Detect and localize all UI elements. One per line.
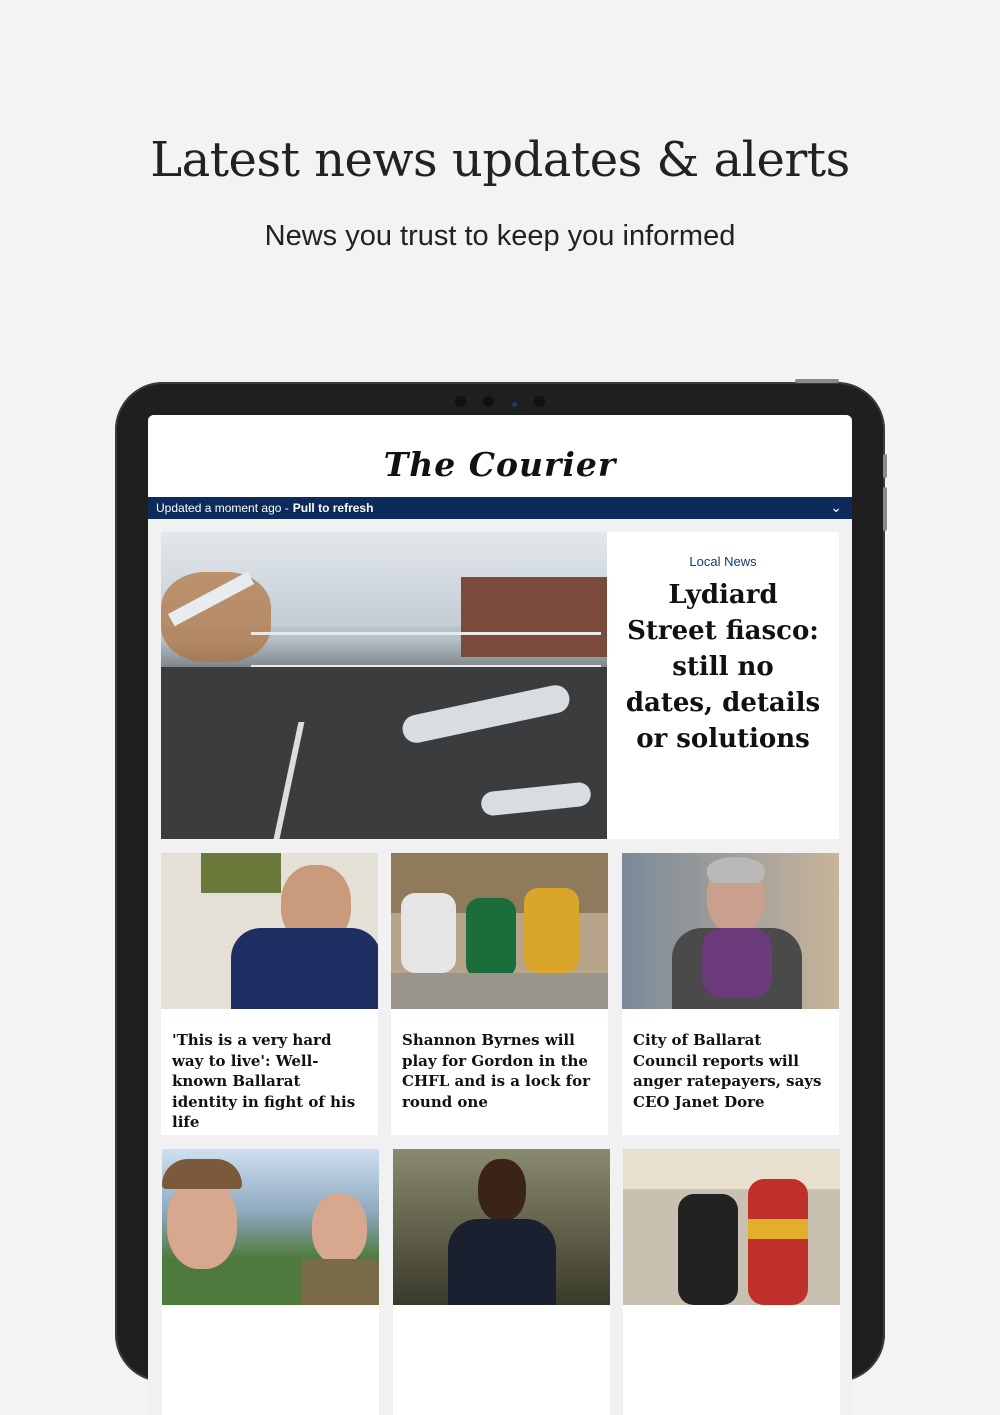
story-image [622,853,839,1009]
sensor-icon [483,396,494,407]
promo-title: Latest news updates & alerts [150,132,850,188]
story-headline: 'This is a very hard way to live': Well-known Ballarat identity in fight of his life [172,1031,356,1131]
story-card[interactable] [623,1149,840,1415]
story-image [393,1149,610,1305]
hero-headline[interactable]: Lydiard Street fiasco: still no dates, details or solutions [625,580,821,754]
hero-story[interactable] [161,532,839,839]
story-card[interactable] [622,853,839,1135]
refresh-status-bar[interactable] [148,497,852,519]
camera-bar [115,392,885,404]
app-logo[interactable]: The Courier [383,444,617,484]
promo-subtitle: News you trust to keep you informed [264,220,736,252]
story-card[interactable] [162,1149,379,1415]
story-card[interactable] [161,853,378,1135]
masthead [148,415,852,497]
top-button [795,379,839,383]
hero-image [161,532,607,839]
story-image [391,853,608,1009]
story-card[interactable] [393,1149,610,1415]
app-screen [148,415,852,1415]
pull-to-refresh-text: Pull to refresh [292,501,374,515]
updated-text: Updated a moment ago - [156,501,289,515]
story-image [162,1149,379,1305]
story-card[interactable] [391,853,608,1135]
sensor-icon-2 [534,396,545,407]
hero-text [607,532,839,839]
story-image [623,1149,840,1305]
chevron-down-icon[interactable]: ⌄ [830,499,842,515]
section-label[interactable]: Local News [689,554,757,569]
story-headline: City of Ballarat Council reports will anger ratepayers, says CEO Janet Dore [633,1031,822,1111]
tablet-frame [115,382,885,1382]
camera-icon [455,396,466,407]
story-headline: Shannon Byrnes will play for Gordon in the CHFL and is a lock for round one [402,1031,590,1111]
story-image [161,853,378,1009]
indicator-icon [512,402,517,407]
volume-up-button [883,454,887,478]
volume-down-button [883,487,887,531]
